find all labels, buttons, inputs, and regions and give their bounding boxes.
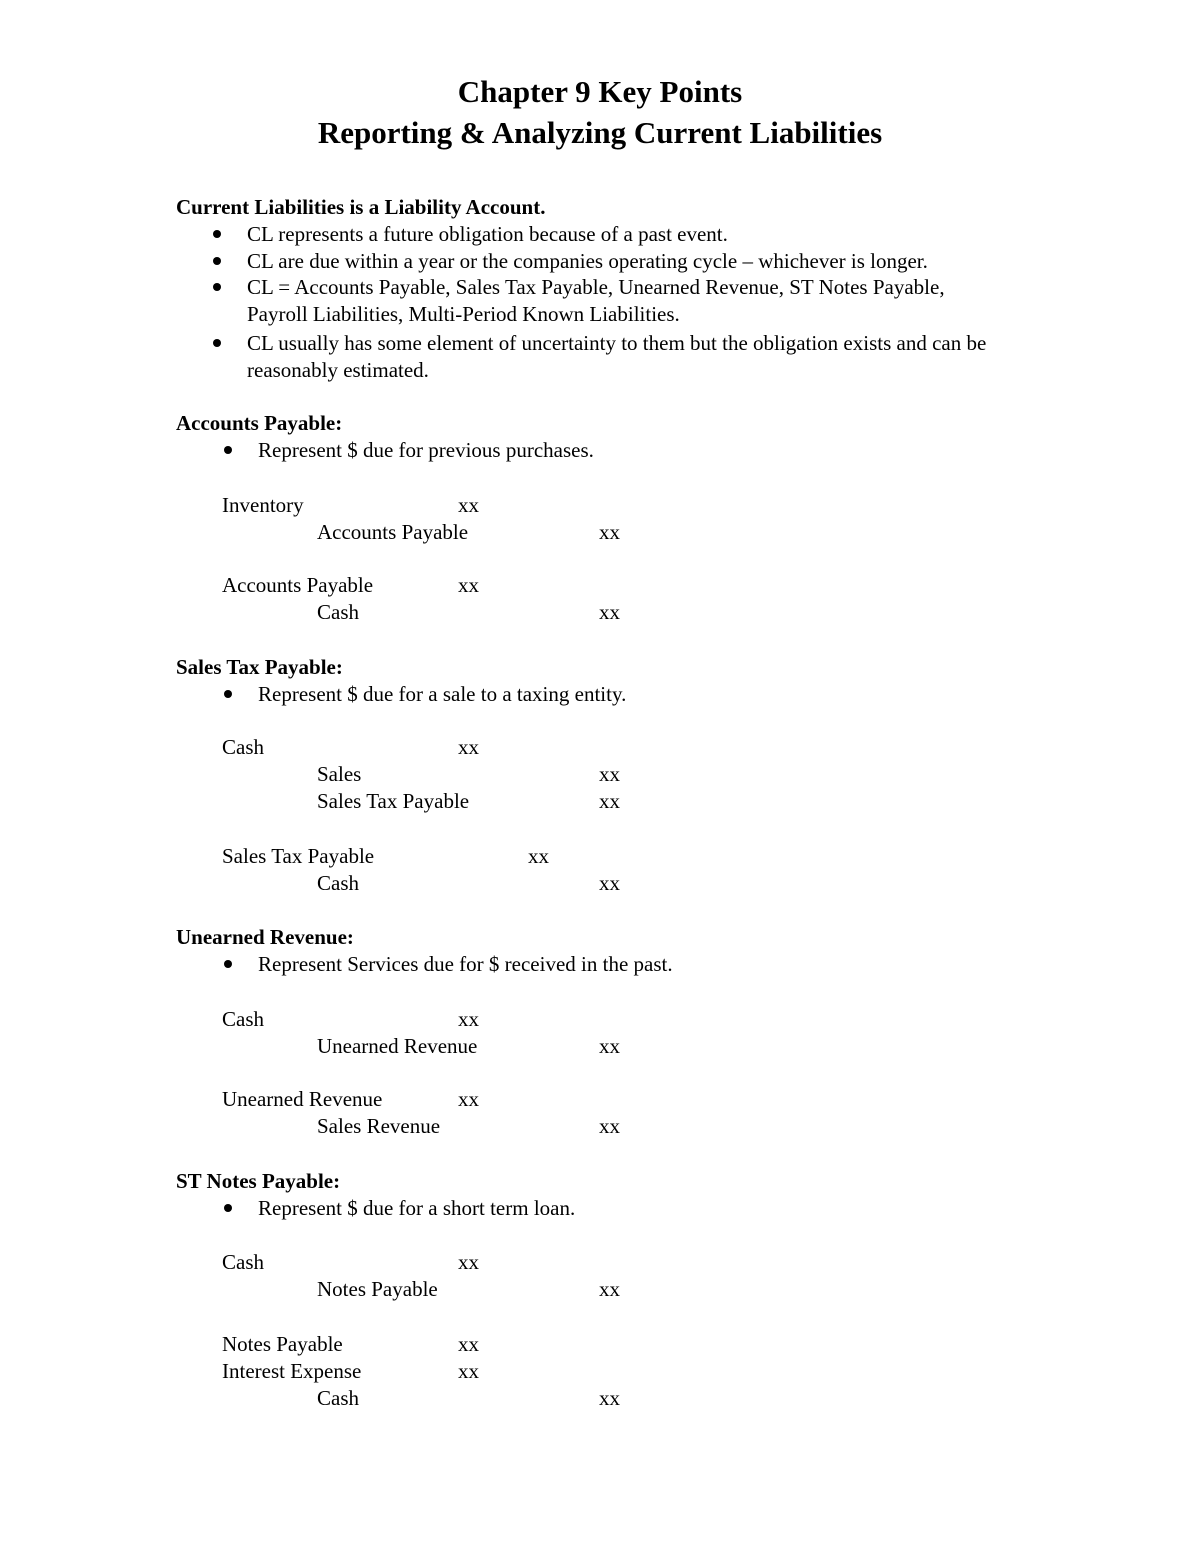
bullet-icon bbox=[213, 283, 221, 291]
journal-credit-amount: xx bbox=[599, 762, 620, 786]
journal-credit-account: Cash bbox=[317, 600, 359, 624]
journal-debit-amount: xx bbox=[458, 1332, 479, 1356]
page-title: Chapter 9 Key Points bbox=[457, 74, 743, 109]
journal-credit-account: Sales Revenue bbox=[317, 1114, 441, 1138]
section-heading-unearned-revenue: Unearned Revenue: bbox=[176, 925, 354, 949]
journal-debit-account: Notes Payable bbox=[222, 1332, 343, 1356]
journal-debit-account: Sales Tax Payable bbox=[222, 844, 375, 868]
bullet-icon bbox=[213, 257, 221, 265]
bullet-text: Represent $ due for a sale to a taxing entity. bbox=[258, 682, 627, 706]
journal-debit-account: Accounts Payable bbox=[222, 573, 374, 597]
section-heading-sales-tax-payable: Sales Tax Payable: bbox=[176, 655, 343, 679]
journal-debit-amount: xx bbox=[458, 573, 479, 597]
bullet-text: Represent $ due for a short term loan. bbox=[258, 1196, 576, 1220]
journal-debit-amount: xx bbox=[458, 493, 479, 517]
bullet-text: Represent $ due for previous purchases. bbox=[258, 438, 594, 462]
journal-debit-account: Unearned Revenue bbox=[222, 1087, 383, 1111]
journal-debit-account: Inventory bbox=[222, 493, 304, 517]
journal-debit-account: Cash bbox=[222, 1250, 264, 1274]
section-heading-current-liabilities: Current Liabilities is a Liability Account. bbox=[176, 195, 546, 219]
section-heading-accounts-payable: Accounts Payable: bbox=[176, 411, 343, 435]
bullet-icon bbox=[224, 1204, 232, 1212]
journal-debit-amount: xx bbox=[458, 1250, 479, 1274]
page-subtitle: Reporting & Analyzing Current Liabilities bbox=[317, 115, 883, 150]
journal-credit-amount: xx bbox=[599, 1386, 620, 1410]
journal-credit-account: Unearned Revenue bbox=[317, 1034, 478, 1058]
journal-credit-account: Accounts Payable bbox=[317, 520, 469, 544]
journal-debit-account: Interest Expense bbox=[222, 1359, 362, 1383]
bullet-text: CL represents a future obligation because of a past event. bbox=[247, 222, 728, 246]
journal-credit-amount: xx bbox=[599, 600, 620, 624]
bullet-text: CL are due within a year or the companies operating cycle – whichever is longer. bbox=[247, 249, 928, 273]
journal-debit-amount: xx bbox=[458, 1359, 479, 1383]
bullet-text-continued: reasonably estimated. bbox=[247, 358, 429, 382]
journal-credit-account: Sales Tax Payable bbox=[317, 789, 470, 813]
bullet-icon bbox=[224, 960, 232, 968]
bullet-text: Represent Services due for $ received in the past. bbox=[258, 952, 673, 976]
journal-credit-amount: xx bbox=[599, 1277, 620, 1301]
journal-debit-amount: xx bbox=[528, 844, 549, 868]
journal-credit-amount: xx bbox=[599, 789, 620, 813]
journal-credit-account: Cash bbox=[317, 871, 359, 895]
bullet-icon bbox=[213, 230, 221, 238]
journal-credit-account: Notes Payable bbox=[317, 1277, 438, 1301]
journal-credit-amount: xx bbox=[599, 871, 620, 895]
journal-debit-amount: xx bbox=[458, 735, 479, 759]
bullet-icon bbox=[224, 446, 232, 454]
journal-credit-amount: xx bbox=[599, 1034, 620, 1058]
journal-debit-account: Cash bbox=[222, 1007, 264, 1031]
bullet-icon bbox=[224, 690, 232, 698]
bullet-text: CL usually has some element of uncertainty to them but the obligation exists and can be bbox=[247, 331, 987, 355]
journal-credit-account: Sales bbox=[317, 762, 362, 786]
journal-credit-amount: xx bbox=[599, 1114, 620, 1138]
bullet-text-continued: Payroll Liabilities, Multi-Period Known Liabilities. bbox=[247, 302, 680, 326]
bullet-text: CL = Accounts Payable, Sales Tax Payable, Unearned Revenue, ST Notes Payable, bbox=[247, 275, 945, 299]
bullet-icon bbox=[213, 339, 221, 347]
journal-debit-account: Cash bbox=[222, 735, 264, 759]
journal-debit-amount: xx bbox=[458, 1007, 479, 1031]
journal-credit-account: Cash bbox=[317, 1386, 359, 1410]
section-heading-st-notes-payable: ST Notes Payable: bbox=[176, 1169, 341, 1193]
journal-debit-amount: xx bbox=[458, 1087, 479, 1111]
journal-credit-amount: xx bbox=[599, 520, 620, 544]
